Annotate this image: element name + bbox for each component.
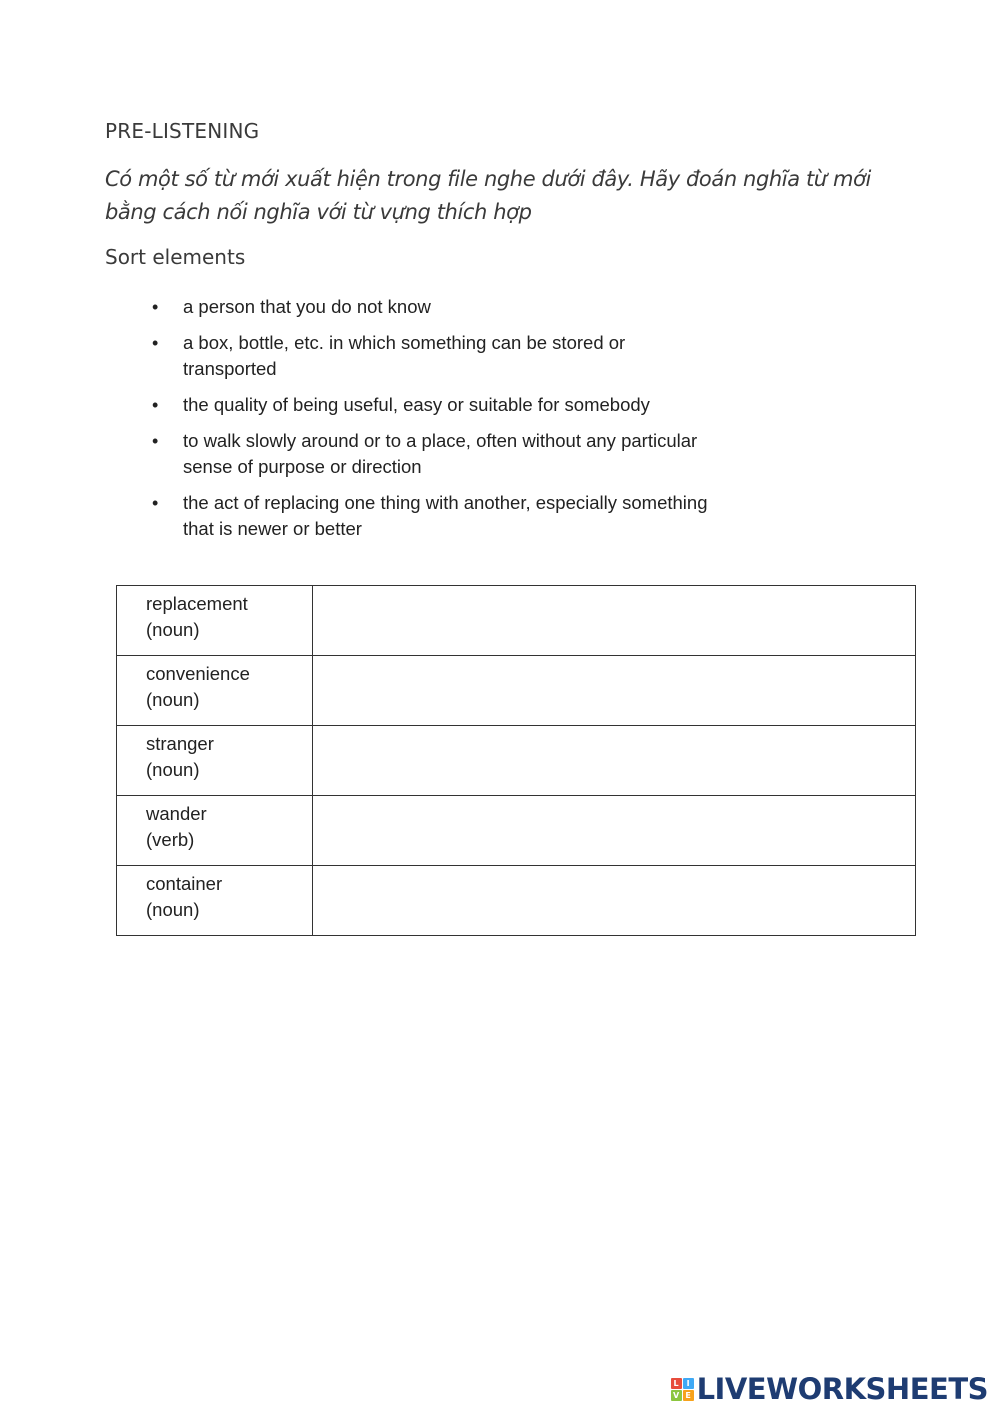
part-of-speech: (noun) [146, 619, 200, 640]
table-row [117, 586, 916, 656]
logo-text: LIVEWORKSHEETS [696, 1372, 988, 1406]
drop-zone[interactable] [312, 586, 915, 656]
word-cell [117, 796, 313, 866]
vocab-word: convenience [146, 663, 250, 684]
word-cell [117, 656, 313, 726]
drop-zone[interactable] [312, 726, 915, 796]
part-of-speech: (verb) [146, 829, 195, 850]
definition-text: to walk slowly around or to a place, often without any particular sense of purpose or direction [183, 430, 698, 477]
table-row [117, 866, 916, 936]
logo-tile: E [683, 1390, 694, 1401]
bullet-icon: • [152, 297, 159, 317]
vocab-word: wander [146, 803, 207, 824]
definition-text: the quality of being useful, easy or suitable for somebody [183, 394, 650, 415]
logo-tile: I [683, 1378, 694, 1389]
definition-item[interactable] [0, 330, 713, 382]
definition-item[interactable] [0, 490, 713, 542]
bullet-icon: • [152, 431, 159, 451]
instruction-text: Có một số từ mới xuất hiện trong file nghe dưới đây. Hãy đoán nghĩa từ mới bằng cách nối nghĩa với từ vựng thích hợp [105, 167, 871, 224]
definition-item[interactable] [0, 294, 713, 320]
page-title: PRE-LISTENING [105, 119, 260, 143]
logo-tile: V [671, 1390, 682, 1401]
part-of-speech: (noun) [146, 759, 200, 780]
drop-zone[interactable] [312, 866, 915, 936]
bullet-icon: • [152, 333, 159, 353]
part-of-speech: (noun) [146, 899, 200, 920]
table-row [117, 656, 916, 726]
vocabulary-table [116, 585, 916, 936]
vocab-word: replacement [146, 593, 248, 614]
bullet-icon: • [152, 395, 159, 415]
definition-text: a box, bottle, etc. in which something can be stored or transported [183, 332, 626, 379]
definition-item[interactable] [0, 392, 713, 418]
liveworksheets-logo [671, 1372, 988, 1406]
table-row [117, 796, 916, 866]
logo-tile: L [671, 1378, 682, 1389]
word-cell [117, 726, 313, 796]
definition-list [0, 294, 1000, 552]
vocab-word: stranger [146, 733, 214, 754]
bullet-icon: • [152, 493, 159, 513]
drop-zone[interactable] [312, 656, 915, 726]
definition-item[interactable] [0, 428, 713, 480]
definition-text: a person that you do not know [183, 296, 431, 317]
vocab-word: container [146, 873, 223, 894]
part-of-speech: (noun) [146, 689, 200, 710]
definition-text: the act of replacing one thing with another, especially something that is newer or better [183, 492, 708, 539]
logo-tiles-icon [671, 1378, 694, 1401]
word-cell [117, 866, 313, 936]
word-cell [117, 586, 313, 656]
table-row [117, 726, 916, 796]
drop-zone[interactable] [312, 796, 915, 866]
sort-elements-label: Sort elements [105, 245, 246, 269]
